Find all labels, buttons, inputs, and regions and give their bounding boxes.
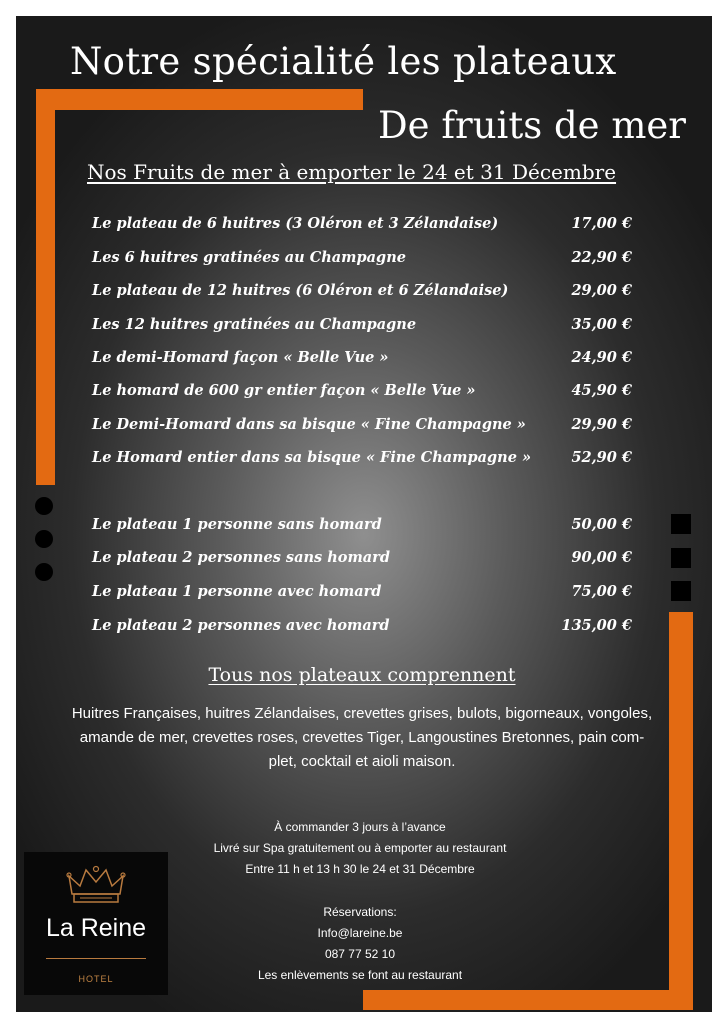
plateau-price: 90,00 € — [571, 549, 632, 566]
contents-line: Huitres Françaises, huitres Zélandaises, crevettes grises, bulots, bigorneaux, vongoles, — [71, 705, 653, 722]
plateau-price: 135,00 € — [561, 617, 632, 634]
orange-bar-bottom — [363, 990, 693, 1010]
decorative-square — [671, 514, 691, 534]
plateau-name: Le plateau 1 personne avec homard — [92, 583, 382, 600]
menu-item-price: 22,90 € — [571, 249, 632, 266]
decorative-dot — [35, 563, 53, 581]
contents-heading-text: Tous nos plateaux comprennent — [208, 664, 516, 686]
orange-bar-left — [36, 89, 55, 485]
menu-item-price: 45,90 € — [571, 382, 632, 399]
menu-item-price: 52,90 € — [571, 449, 632, 466]
menu-item-name: Le homard de 600 gr entier façon « Belle Vue » — [92, 382, 476, 399]
logo-name: La Reine — [45, 914, 147, 942]
logo-divider — [46, 958, 146, 959]
contents-line: amande de mer, crevettes roses, crevettes Tiger, Langoustines Bretonnes, pain com- — [79, 729, 645, 746]
contents-line: plet, cocktail et aioli maison. — [268, 753, 456, 770]
plateau-name: Le plateau 2 personnes sans homard — [92, 549, 390, 566]
plateau-name: Le plateau 1 personne sans homard — [92, 516, 382, 533]
menu-item-name: Les 6 huitres gratinées au Champagne — [92, 249, 406, 266]
hours-note: Entre 11 h et 13 h 30 le 24 et 31 Décembre — [245, 862, 475, 876]
subtitle: Nos Fruits de mer à emporter le 24 et 31 Décembre — [87, 160, 617, 184]
menu-item-name: Les 12 huitres gratinées au Champagne — [92, 316, 417, 333]
title-line-2: De fruits de mer — [378, 104, 686, 147]
menu-item-price: 35,00 € — [571, 316, 632, 333]
reservations-label: Réservations: — [323, 905, 397, 919]
decorative-dot — [35, 497, 53, 515]
plateau-price: 75,00 € — [571, 583, 632, 600]
menu-item-price: 17,00 € — [571, 215, 632, 232]
orange-bar-top — [36, 89, 363, 110]
menu-item-price: 29,90 € — [571, 416, 632, 433]
menu-item-price: 24,90 € — [571, 349, 632, 366]
logo-subtitle: HOTEL — [78, 974, 114, 984]
decorative-dot — [35, 530, 53, 548]
menu-item-price: 29,00 € — [571, 282, 632, 299]
menu-item-name: Le Homard entier dans sa bisque « Fine Champagne » — [92, 449, 532, 466]
contact-email: Info@lareine.be — [317, 926, 403, 940]
decorative-square — [671, 581, 691, 601]
hotel-logo — [24, 852, 168, 995]
decorative-square — [671, 548, 691, 568]
menu-item-name: Le Demi-Homard dans sa bisque « Fine Champagne » — [92, 416, 526, 433]
contents-description — [24, 702, 700, 774]
order-note: À commander 3 jours à l’avance — [274, 820, 446, 834]
plateau-name: Le plateau 2 personnes avec homard — [92, 617, 390, 634]
menu-item-name: Le plateau de 12 huitres (6 Oléron et 6 Zélandaise) — [92, 282, 509, 299]
crown-icon — [66, 864, 126, 908]
menu-item-name: Le plateau de 6 huitres (3 Oléron et 3 Zélandaise) — [92, 215, 499, 232]
menu-item-name: Le demi-Homard façon « Belle Vue » — [92, 349, 389, 366]
title-line-1: Notre spécialité les plateaux — [70, 40, 617, 83]
contact-phone: 087 77 52 10 — [324, 947, 396, 961]
pickup-note: Les enlèvements se font au restaurant — [257, 968, 463, 982]
contents-heading — [0, 664, 724, 686]
plateau-price: 50,00 € — [571, 516, 632, 533]
delivery-note: Livré sur Spa gratuitement ou à emporter au restaurant — [213, 841, 507, 855]
